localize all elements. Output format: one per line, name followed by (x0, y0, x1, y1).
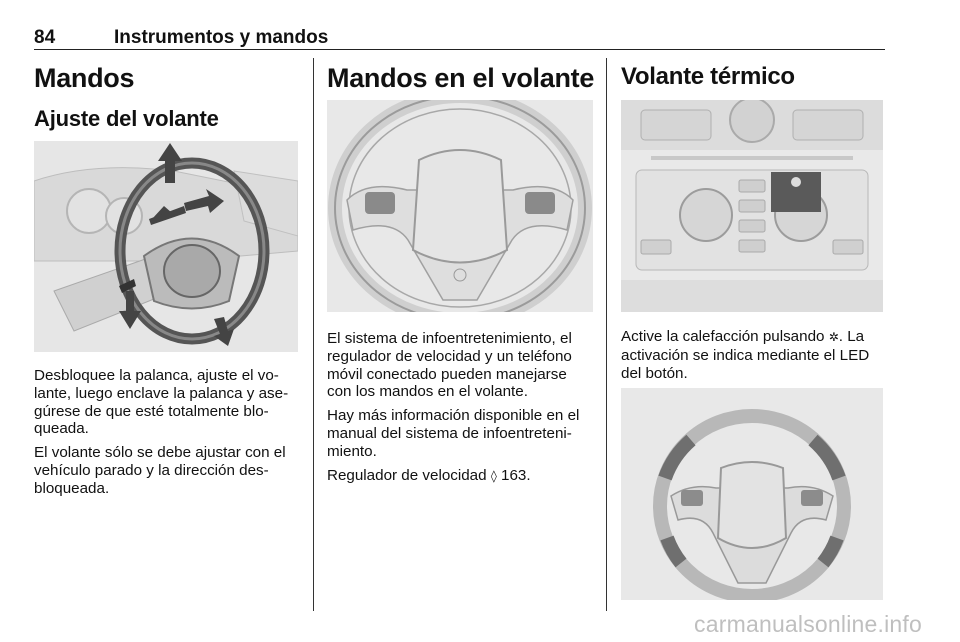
paragraph: Desbloquee la palanca, ajuste el volante, luego enclave la palanca y asegúrese de que esté totalmente bloqueada. (34, 367, 289, 438)
heated-steering-wheel-icon: ✲ (828, 330, 839, 344)
paragraph: El volante sólo se debe ajustar con el vehículo parado y la dirección desbloqueada. (34, 444, 286, 497)
column-divider (606, 58, 607, 611)
section-title-wheel-controls: Mandos en el volante (327, 63, 595, 93)
paragraph: El sistema de infoentretenimiento, el regulador de velocidad y un teléfono móvil conectado pueden manejarse con los mandos en el volante. (327, 330, 572, 401)
section-title-heated-wheel: Volante térmico (621, 63, 795, 90)
column-divider (313, 58, 314, 611)
reference-text: Regulador de velocidad (327, 466, 487, 484)
paragraph (621, 328, 885, 382)
climate-panel-illustration (621, 100, 883, 312)
col2-body (327, 330, 595, 491)
steering-adjust-illustration (34, 141, 298, 352)
reference-page[interactable]: 163. (501, 466, 531, 484)
col1-body (34, 367, 300, 504)
paragraph-start: Active la calefacción pulsando (621, 328, 825, 345)
reference-arrow-icon: ◊ (490, 468, 497, 483)
section-title-mandos: Mandos (34, 63, 135, 93)
page-header (34, 25, 885, 50)
reference-line (327, 467, 595, 486)
heated-steering-wheel-illustration (621, 388, 883, 600)
steering-controls-illustration (327, 100, 593, 312)
col3-body (621, 328, 885, 388)
subsection-title-steering-adjust: Ajuste del volante (34, 106, 219, 131)
chapter-title: Instrumentos y mandos (114, 27, 329, 48)
paragraph: Hay más información disponible en el manual del sistema de infoentretenimiento. (327, 407, 580, 460)
watermark: carmanualsonline.info (694, 611, 922, 637)
page-number: 84 (34, 27, 56, 48)
paragraph-end: . La activación se indica mediante el LED del botón. (621, 328, 870, 382)
